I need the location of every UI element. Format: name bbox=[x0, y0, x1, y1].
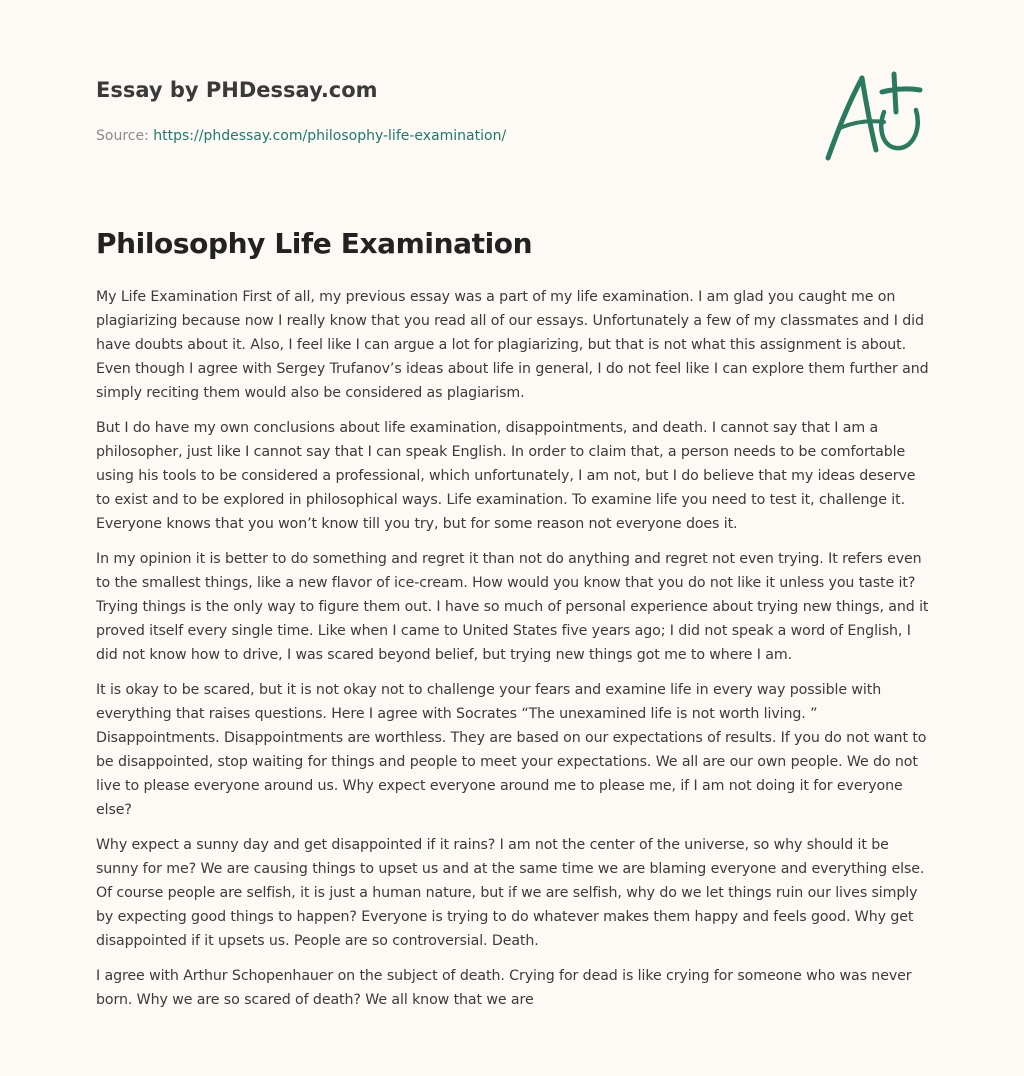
essay-paragraph: I agree with Arthur Schopenhauer on the subject of death. Crying for dead is like crying for someone who was never born. Why we are so scared of death? We all know that we are bbox=[96, 968, 912, 1008]
page-header bbox=[96, 76, 796, 145]
essay-paragraph: But I do have my own conclusions about life examination, disappointments, and death. I cannot say that I am a philosopher, just like I cannot say that I can speak English. In order to claim that, a person needs to be comfortable using his tools to be considered a professional, which unfortunately, I am not, but I do believe that my ideas deserve to exist and to be explored in philosophical ways. Life examination. To examine life you need to test it, challenge it. Everyone knows that you won’t know till you try, but for some reason not everyone does it. bbox=[96, 420, 916, 532]
essay-title: Philosophy Life Examination bbox=[96, 227, 533, 260]
essay-body bbox=[96, 285, 930, 1023]
essay-paragraph: My Life Examination First of all, my previous essay was a part of my life examination. I am glad you caught me on plagiarizing because now I really know that you read all of our essays. Unfortunately a few of my classmates and I did have doubts about it. Also, I feel like I can argue a lot for plagiarizing, but that is not what this assignment is about. Even though I agree with Sergey Trufanov’s ideas about life in general, I do not feel like I can explore them further and simply reciting them would also be considered as plagiarism. bbox=[96, 289, 929, 401]
source-label: Source: bbox=[96, 128, 149, 144]
essay-paragraph: In my opinion it is better to do something and regret it than not do anything and regret not even trying. It refers even to the smallest things, like a new flavor of ice-cream. How would you know that you do not like it unless you taste it? Trying things is the only way to figure them out. I have so much of personal experience about trying new things, and it proved itself every single time. Like when I came to United States five years ago; I did not speak a word of English, I did not know how to drive, I was scared beyond belief, but trying new things got me to where I am. bbox=[96, 551, 929, 663]
essay-paragraph: It is okay to be scared, but it is not okay not to challenge your fears and examine life in every way possible with everything that raises questions. Here I agree with Socrates “The unexamined life is not worth living. ” Disappointments. Disappointments are worthless. They are based on our expectations of results. If you do not want to be disappointed, stop waiting for things and people to meet your expectations. We all are our own people. We do not live to please everyone around us. Why expect everyone around me to please me, if I am not doing it for everyone else? bbox=[96, 682, 927, 818]
a-plus-grade-icon bbox=[822, 66, 928, 166]
source-line bbox=[96, 127, 796, 145]
essay-paragraph: Why expect a sunny day and get disappointed if it rains? I am not the center of the universe, so why should it be sunny for me? We are causing things to upset us and at the same time we are blaming everyone and everything else. Of course people are selfish, it is just a human nature, but if we are selfish, why do we let things ruin our lives simply by expecting good things to happen? Everyone is trying to do whatever makes them happy and feels good. Why get disappointed if it upsets us. People are so controversial. Death. bbox=[96, 837, 925, 949]
source-link[interactable]: https://phdessay.com/philosophy-life-examination/ bbox=[153, 128, 507, 144]
site-title: Essay by PHDessay.com bbox=[96, 78, 378, 102]
